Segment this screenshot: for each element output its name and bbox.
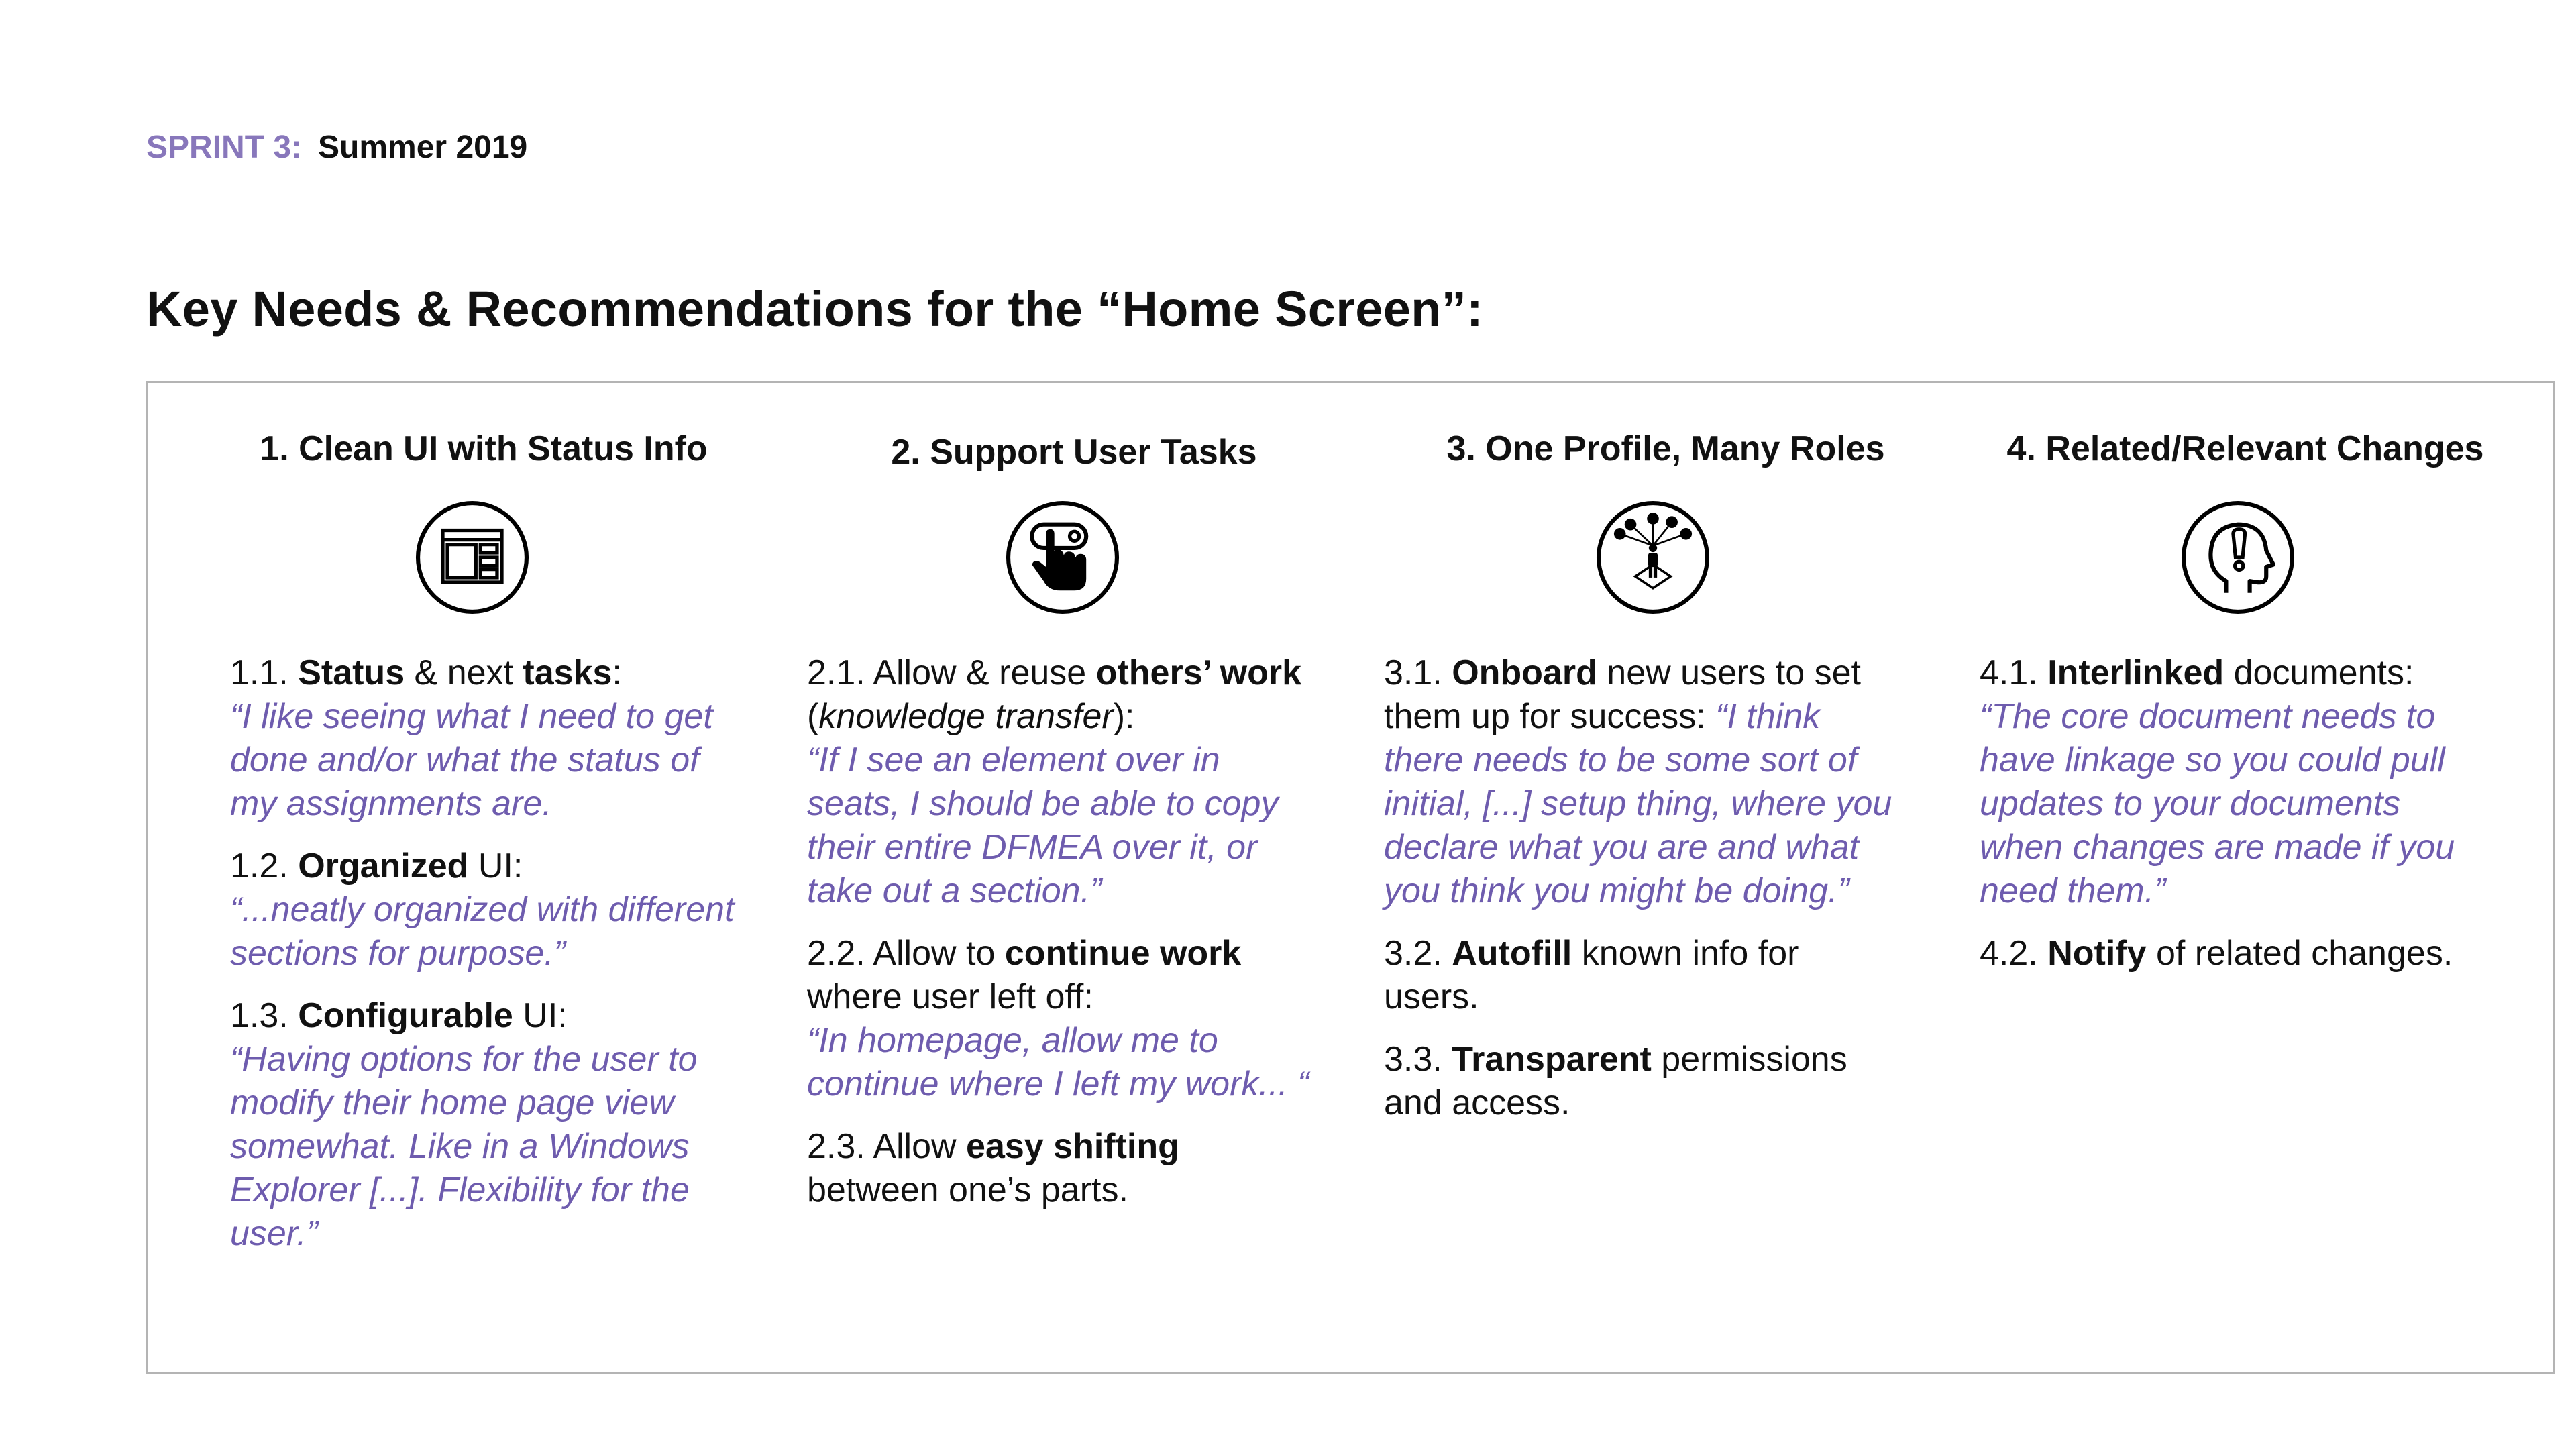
- item-keyword: Autofill: [1452, 934, 1572, 973]
- item-number: 2.3.: [807, 1127, 865, 1166]
- sprint-label: SPRINT 3:: [146, 129, 303, 165]
- person-network-icon: [1594, 498, 1712, 616]
- item-text: where user left off:: [807, 977, 1093, 1016]
- item-text: known info for users.: [1384, 934, 1799, 1016]
- item-keyword: Status: [298, 653, 405, 692]
- item-number: 4.1.: [1980, 653, 2038, 692]
- column-title: 4. Related/Relevant Changes: [2006, 429, 2484, 468]
- list-item: [807, 932, 1317, 1106]
- item-list: [230, 651, 740, 1275]
- column-title: 2. Support User Tasks: [891, 433, 1257, 472]
- item-text: between one’s parts.: [807, 1171, 1128, 1210]
- layout-icon: [413, 498, 531, 616]
- item-keyword: Onboard: [1452, 653, 1597, 692]
- item-number: 1.1.: [230, 653, 288, 692]
- item-keyword: Transparent: [1452, 1040, 1652, 1079]
- list-item: [1384, 651, 1894, 913]
- column-title: 3. One Profile, Many Roles: [1446, 429, 1885, 468]
- item-text: new users to set them up for success:: [1384, 653, 1861, 736]
- item-number: 1.2.: [230, 847, 288, 885]
- item-number: 3.2.: [1384, 934, 1442, 973]
- page-title: Key Needs & Recommendations for the “Home Screen”:: [146, 281, 1483, 337]
- item-number: 1.3.: [230, 996, 288, 1035]
- item-text: Allow & reuse: [865, 653, 1096, 692]
- item-text: UI:: [468, 847, 523, 885]
- item-quote: “Having options for the user to modify their home page view somewhat. Like in a Windows Explorer [...]. Flexibility for the user.”: [230, 1040, 698, 1253]
- item-keyword: Notify: [2047, 934, 2147, 973]
- item-text: (: [807, 697, 819, 736]
- item-keyword: Organized: [298, 847, 469, 885]
- item-number: 2.2.: [807, 934, 865, 973]
- item-quote: “I think there needs to be some sort of initial, [...] setup thing, where you declare what you are and what you think you might be doing.”: [1384, 697, 1892, 910]
- item-quote: “The core document needs to have linkage so you could pull updates to your documents when changes are made if you need them.”: [1980, 697, 2455, 910]
- list-item: [807, 1125, 1317, 1212]
- item-number: 3.3.: [1384, 1040, 1442, 1079]
- list-item: [230, 994, 740, 1256]
- item-keyword: Configurable: [298, 996, 513, 1035]
- item-keyword: Interlinked: [2047, 653, 2224, 692]
- list-item: [1980, 651, 2489, 913]
- item-keyword: continue work: [1004, 934, 1242, 973]
- item-text: UI:: [513, 996, 568, 1035]
- item-keyword: tasks: [523, 653, 612, 692]
- list-item: [807, 651, 1317, 913]
- item-number: 4.2.: [1980, 934, 2038, 973]
- item-list: [807, 651, 1317, 1231]
- item-quote: “...neatly organized with different sections for purpose.”: [230, 890, 735, 973]
- item-quote: “I like seeing what I need to get done and/or what the status of my assignments are.: [230, 697, 713, 823]
- list-item: [1980, 932, 2489, 975]
- item-text: :: [612, 653, 622, 692]
- list-item: [230, 845, 740, 975]
- recommendations-panel: [146, 381, 2555, 1374]
- column-title: 1. Clean UI with Status Info: [260, 429, 708, 468]
- item-number: 3.1.: [1384, 653, 1442, 692]
- item-quote: “If I see an element over in seats, I should be able to copy their entire DFMEA over it, or take out a section.”: [807, 741, 1279, 910]
- item-number: 2.1.: [807, 653, 865, 692]
- item-quote: “In homepage, allow me to continue where I left my work... “: [807, 1021, 1309, 1104]
- list-item: [230, 651, 740, 826]
- item-emphasis: knowledge transfer: [818, 697, 1114, 736]
- head-alert-icon: [2179, 498, 2297, 616]
- sprint-value: Summer 2019: [318, 129, 528, 165]
- item-text: of related changes.: [2146, 934, 2453, 973]
- item-text: ):: [1113, 697, 1135, 736]
- item-text: permissions and access.: [1384, 1040, 1847, 1122]
- list-item: [1384, 1038, 1894, 1125]
- item-text: Allow to: [865, 934, 1005, 973]
- item-text: & next: [405, 653, 523, 692]
- list-item: [1384, 932, 1894, 1019]
- item-keyword: others’ work: [1095, 653, 1301, 692]
- item-text: Allow: [865, 1127, 967, 1166]
- item-list: [1980, 651, 2489, 994]
- item-list: [1384, 651, 1894, 1144]
- item-text: documents:: [2224, 653, 2414, 692]
- sprint-header: [146, 129, 527, 166]
- touch-hand-icon: [1004, 498, 1122, 616]
- item-keyword: easy shifting: [966, 1127, 1179, 1166]
